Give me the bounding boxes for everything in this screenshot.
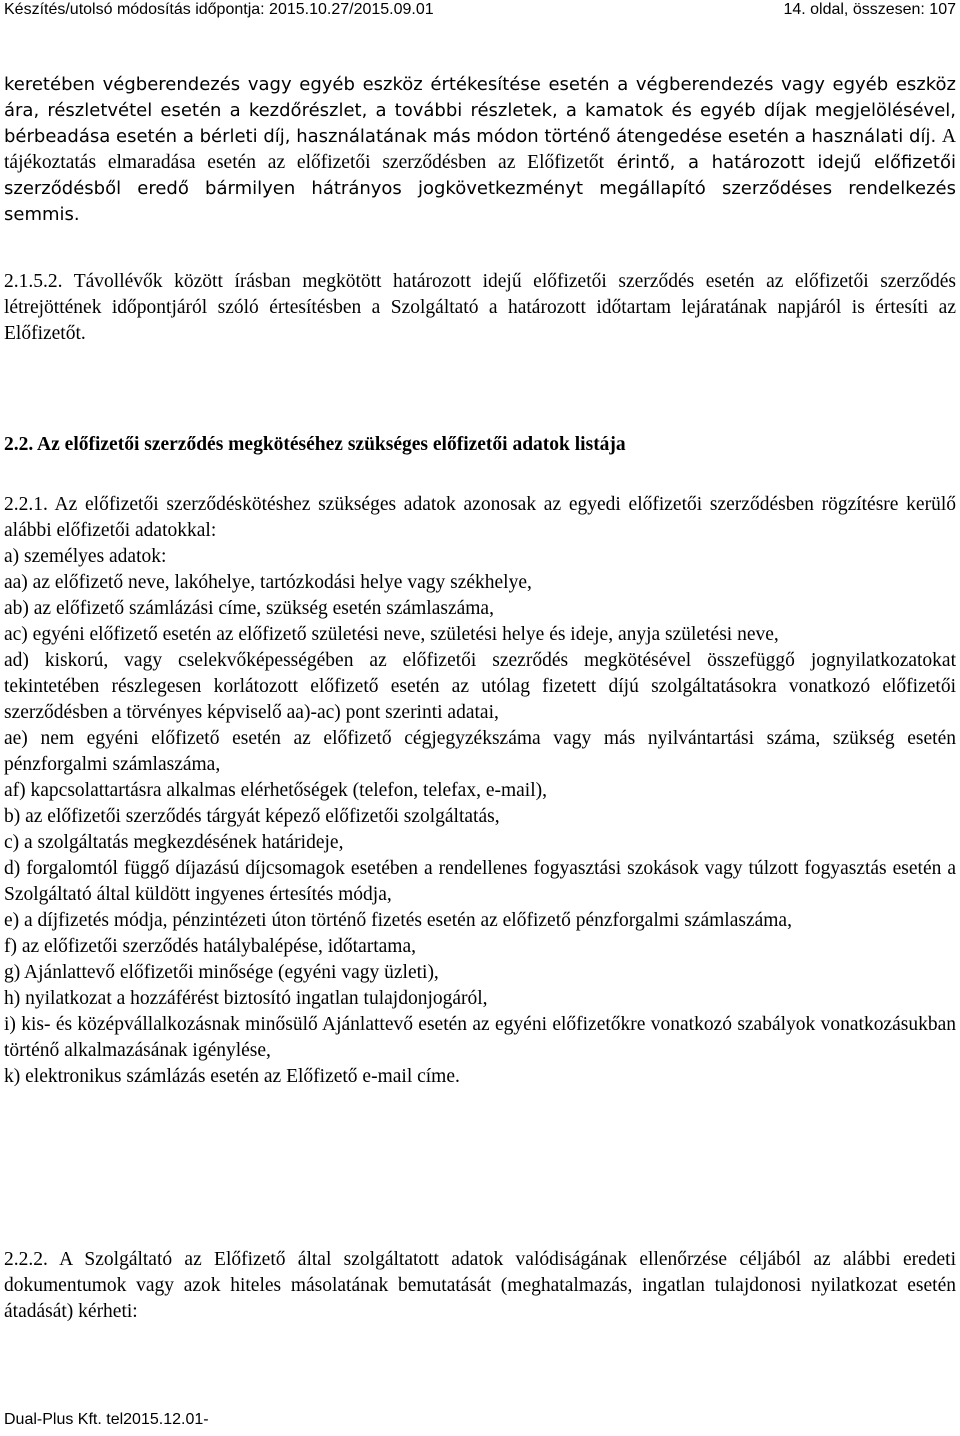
- intro-sans-text: keretében végberendezés vagy egyéb eszköz értékesítése esetén a végberendezés vagy egyéb eszköz ára, részletvétel esetén a kezdőrészlet, a további részletek, a kamatok és egyéb díjak megjelölésével, bérbeadása esetén a bérleti díj, használatának más módon történő átengedése esetén a használati díj.: [4, 74, 956, 147]
- list-item: k) elektronikus számlázás esetén az Előfizető e-mail címe.: [4, 1066, 460, 1087]
- list-item: f) az előfizetői szerződés hatálybalépése, időtartama,: [4, 936, 416, 957]
- list-item: af) kapcsolattartásra alkalmas elérhetőségek (telefon, telefax, e-mail),: [4, 780, 548, 801]
- list-item: i) kis- és középvállalkozásnak minősülő Ajánlattevő esetén az egyéni előfizetőkre vonatkozó szabályok vonatkozásukban történő alkalmazásának igénylése,: [4, 1014, 956, 1061]
- paragraph-2-2-1-intro: 2.2.1. Az előfizetői szerződéskötéshez szükséges adatok azonosak az egyedi előfizetői szerződésben rögzítésre kerülő alábbi előfizetői adatokkal:: [4, 494, 956, 541]
- header-page-number: 14. oldal, összesen: 107: [783, 1, 956, 18]
- list-item: h) nyilatkozat a hozzáférést biztosító ingatlan tulajdonjogáról,: [4, 988, 488, 1009]
- list-item: ae) nem egyéni előfizető esetén az előfizető cégjegyzékszáma vagy más nyilvántartási száma, szükség esetén pénzforgalmi számlaszáma,: [4, 728, 956, 775]
- list-item: a) személyes adatok:: [4, 546, 167, 567]
- list-item: b) az előfizetői szerződés tárgyát képező előfizetői szolgáltatás,: [4, 806, 500, 827]
- paragraph-2-2-2: 2.2.2. A Szolgáltató az Előfizető által szolgáltatott adatok valódiságának ellenőrzése céljából az alábbi eredeti dokumentumok vagy azok hiteles másolatának bemutatását (meghatalmazás, ingatlan tulajdonosi nyilatkozat esetén átadását) kérheti:: [4, 1249, 956, 1322]
- list-item: e) a díjfizetés módja, pénzintézeti úton történő fizetés esetén az előfizető pénzforgalmi számlaszáma,: [4, 910, 792, 931]
- list-item: ac) egyéni előfizető esetén az előfizető születési neve, születési helye és ideje, anyja születési neve,: [4, 624, 779, 645]
- header-date: Készítés/utolsó módosítás időpontja: 2015.10.27/2015.09.01: [4, 1, 434, 18]
- list-item: c) a szolgáltatás megkezdésének határideje,: [4, 832, 344, 853]
- page-header: [4, 0, 956, 22]
- paragraph-intro: [4, 72, 956, 228]
- page-footer: Dual-Plus Kft. tel2015.12.01-: [4, 1411, 209, 1428]
- list-item: ab) az előfizető számlázási címe, szükség esetén számlaszáma,: [4, 598, 494, 619]
- list-item: g) Ajánlattevő előfizetői minősége (egyéni vagy üzleti),: [4, 962, 439, 983]
- intro-sans-tail: érintő, a határozott idejű előfizetői szerződésből eredő bármilyen hátrányos jogkövetkezményt megállapító szerződéses rendelkezés semmis.: [4, 152, 956, 225]
- list-item: d) forgalomtól függő díjazású díjcsomagok esetében a rendellenes fogyasztási szokások vagy túlzott fogyasztás esetén a Szolgáltató által küldött ingyenes értesítés módja,: [4, 858, 956, 905]
- intro-serif-text: A tájékoztatás elmaradása esetén az előfizetői szerződésben az Előfizetőt: [4, 126, 956, 173]
- paragraph-2-2-1: [4, 492, 956, 1090]
- list-item: ad) kiskorú, vagy cselekvőképességében az előfizetői szezrődés megkötésével összefüggő jognyilatkozatokat tekintetében részlegesen korlátozott előfizető esetén az utólag fizetett díjú szolgáltatásokra vonatkozó előfizetői szerződésben a törvényes képviselő aa)-ac) pont szerinti adatai,: [4, 650, 956, 723]
- list-item: aa) az előfizető neve, lakóhelye, tartózkodási helye vagy székhelye,: [4, 572, 532, 593]
- section-heading-2-2: 2.2. Az előfizetői szerződés megkötéséhez szükséges előfizetői adatok listája: [4, 434, 626, 455]
- paragraph-2-1-5-2: 2.1.5.2. Távollévők között írásban megkötött határozott idejű előfizetői szerződés esetén az előfizetői szerződés létrejöttének időpontjáról szóló értesítésben a Szolgáltató a határozott időtartam lejáratának napjáról is értesíti az Előfizetőt.: [4, 271, 956, 344]
